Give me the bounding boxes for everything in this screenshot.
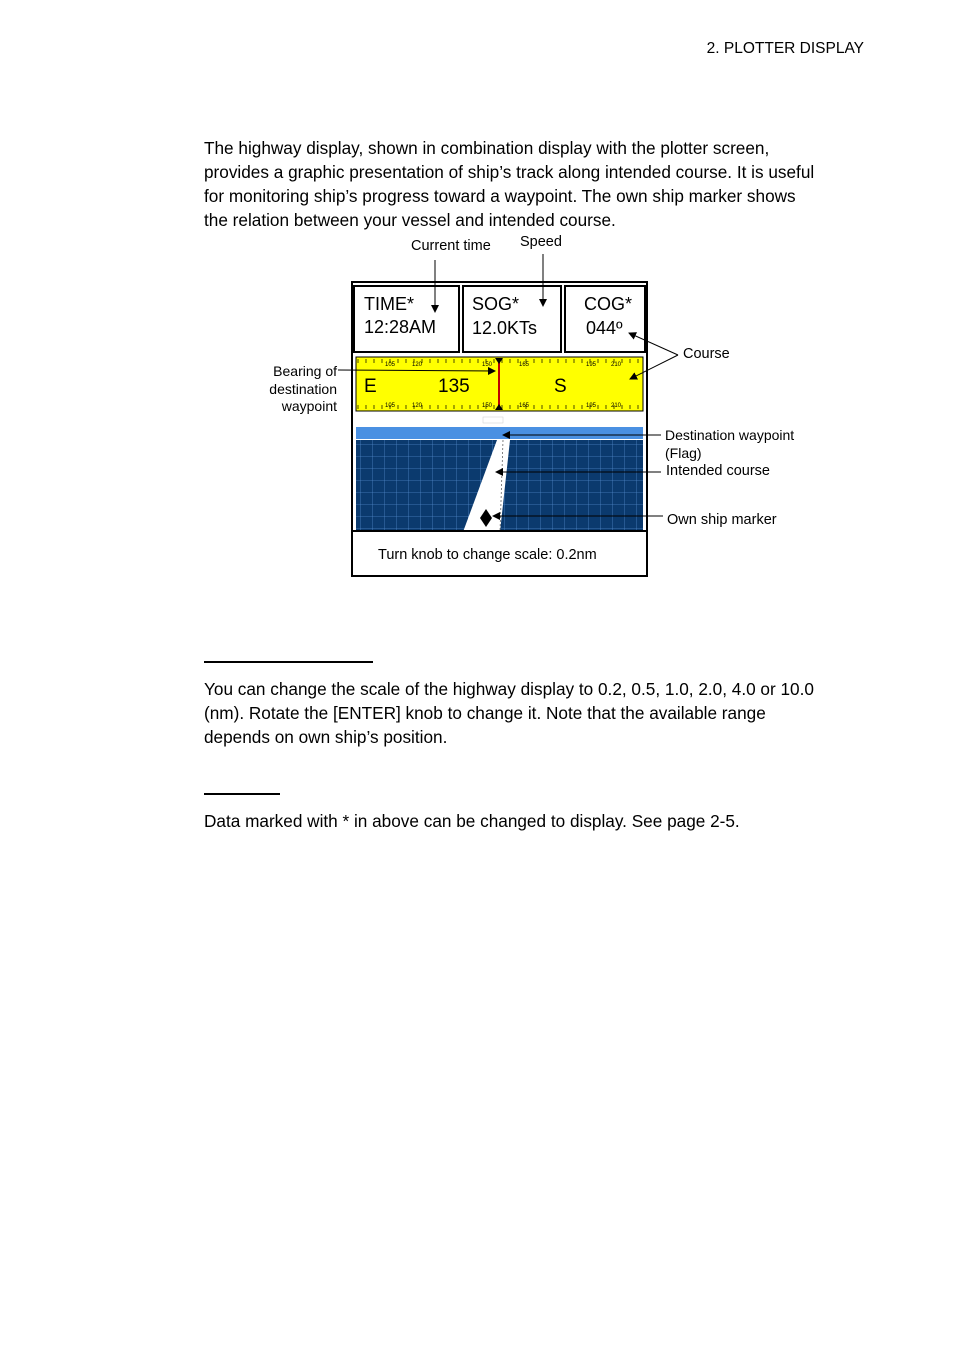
intro-line: the relation between your vessel and intended course. [204,210,616,230]
intro-line: provides a graphic presentation of ship’s track along intended course. It is useful [204,162,815,182]
scale-line: depends on own ship’s position. [204,727,448,747]
flag-marker [483,417,503,423]
compass-letter-south: S [554,376,567,397]
compass-heading-value: 135 [438,376,470,397]
time-label: TIME* [364,294,415,314]
callout-bearing-line: Bearing of [273,363,337,379]
callout-bearing-line: destination [269,380,337,397]
tick-label-top: 150 [482,362,493,368]
scale-line: (nm). Rotate the [ENTER] knob to change it. Note that the available range [204,703,766,723]
scale-paragraph [204,677,864,749]
scale-section-rule [204,661,373,663]
tick-label-top: 195 [586,362,597,368]
callout-intended-course: Intended course [666,463,770,479]
callout-bearing-line: waypoint [281,398,337,414]
section-header: 2. PLOTTER DISPLAY [706,40,864,57]
tick-label-bottom: 105 [385,403,396,409]
tick-label-top: 210 [611,362,622,368]
tick-label-bottom: 195 [586,403,597,409]
tick-label-top: 165 [519,362,530,368]
tick-label-bottom: 210 [611,403,622,409]
scale-line: You can change the scale of the highway display to 0.2, 0.5, 1.0, 2.0, 4.0 or 10.0 [204,679,814,699]
highway-display-figure [0,0,954,600]
callout-course: Course [683,346,730,362]
tick-label-bottom: 165 [519,403,530,409]
tick-label-top: 120 [412,362,423,368]
callout-current-time: Current time [411,238,491,254]
callout-dest-line: (Flag) [665,444,702,461]
sog-value: 12.0KTs [472,318,538,338]
time-value: 12:28AM [364,317,437,337]
intro-line: for monitoring ship’s progress toward a waypoint. The own ship marker shows [204,186,796,206]
cog-label: COG* [584,294,633,314]
sog-label: SOG* [472,294,520,314]
tick-label-top: 105 [385,362,396,368]
note-paragraph: Data marked with * in above can be changed to display. See page 2-5. [204,811,740,831]
note-section-rule [204,793,280,795]
scale-footer-text: Turn knob to change scale: 0.2nm [378,547,597,563]
sky-band [356,427,643,439]
compass-letter-east: E [364,376,377,397]
callout-speed: Speed [520,234,562,250]
callout-dest-line: Destination waypoint [665,427,795,443]
cog-value: 044º [586,318,623,338]
tick-label-bottom: 150 [482,403,493,409]
tick-label-bottom: 120 [412,403,423,409]
callout-own-ship-marker: Own ship marker [667,512,777,528]
intro-line: The highway display, shown in combination display with the plotter screen, [204,138,770,158]
